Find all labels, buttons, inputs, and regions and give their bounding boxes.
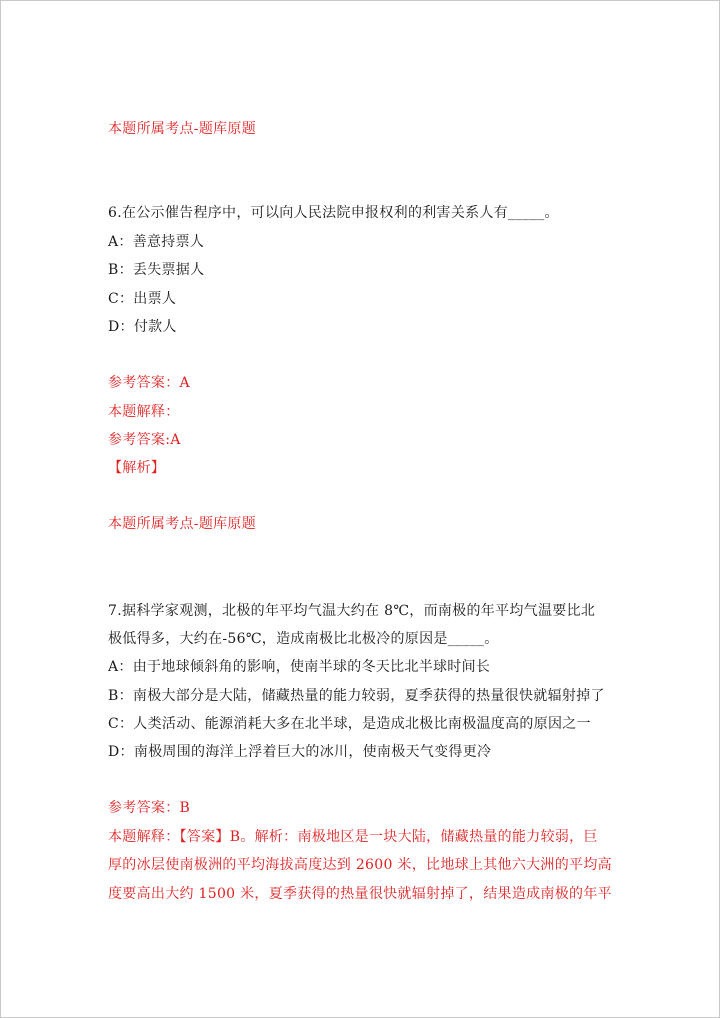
source-label: 本题所属考点-题库原题 <box>108 121 257 137</box>
q6-explain-label: 本题解释： <box>108 404 180 420</box>
q6-option-a: A：善意持票人 <box>108 234 205 250</box>
q6-source-label: 本题所属考点-题库原题 <box>108 516 257 532</box>
q7-answer: 参考答案：B <box>108 800 191 816</box>
q7-option-a: A：由于地球倾斜角的影响，使南半球的冬天比北半球时间长 <box>108 659 491 675</box>
q7-option-b: B：南极大部分是大陆，储藏热量的能力较弱，夏季获得的热量很快就辐射掉了 <box>108 688 605 704</box>
q7-explain-line-2: 厚的冰层使南极洲的平均海拔高度达到 2600 米，比地球上其他六大洲的平均高 <box>108 857 612 873</box>
q6-option-b: B：丢失票据人 <box>108 262 205 278</box>
q7-explain-line-1: 本题解释：【答案】B。解析：南极地区是一块大陆，储藏热量的能力较弱，巨 <box>108 829 598 845</box>
q6-analysis-tag: 【解析】 <box>108 460 166 476</box>
q7-explain-line-3: 度要高出大约 1500 米，夏季获得的热量很快就辐射掉了，结果造成南极的年平 <box>108 886 612 902</box>
q6-option-c: C：出票人 <box>108 291 177 307</box>
q6-answer-2: 参考答案:A <box>108 432 181 448</box>
q7-option-c: C：人类活动、能源消耗大多在北半球，是造成北极比南极温度高的原因之一 <box>108 716 591 732</box>
question-7-stem-line-2: 极低得多，大约在-56℃，造成南极比北极冷的原因是_____。 <box>108 631 499 647</box>
q6-answer: 参考答案：A <box>108 375 190 391</box>
q7-option-d: D：南极周围的海洋上浮着巨大的冰川，使南极天气变得更冷 <box>108 744 492 760</box>
q6-option-d: D：付款人 <box>108 319 177 335</box>
question-6-stem: 6.在公示催告程序中，可以向人民法院申报权利的利害关系人有_____。 <box>108 205 559 221</box>
question-7-stem-line-1: 7.据科学家观测，北极的年平均气温大约在 8℃，而南极的年平均气温要比北 <box>108 603 596 619</box>
